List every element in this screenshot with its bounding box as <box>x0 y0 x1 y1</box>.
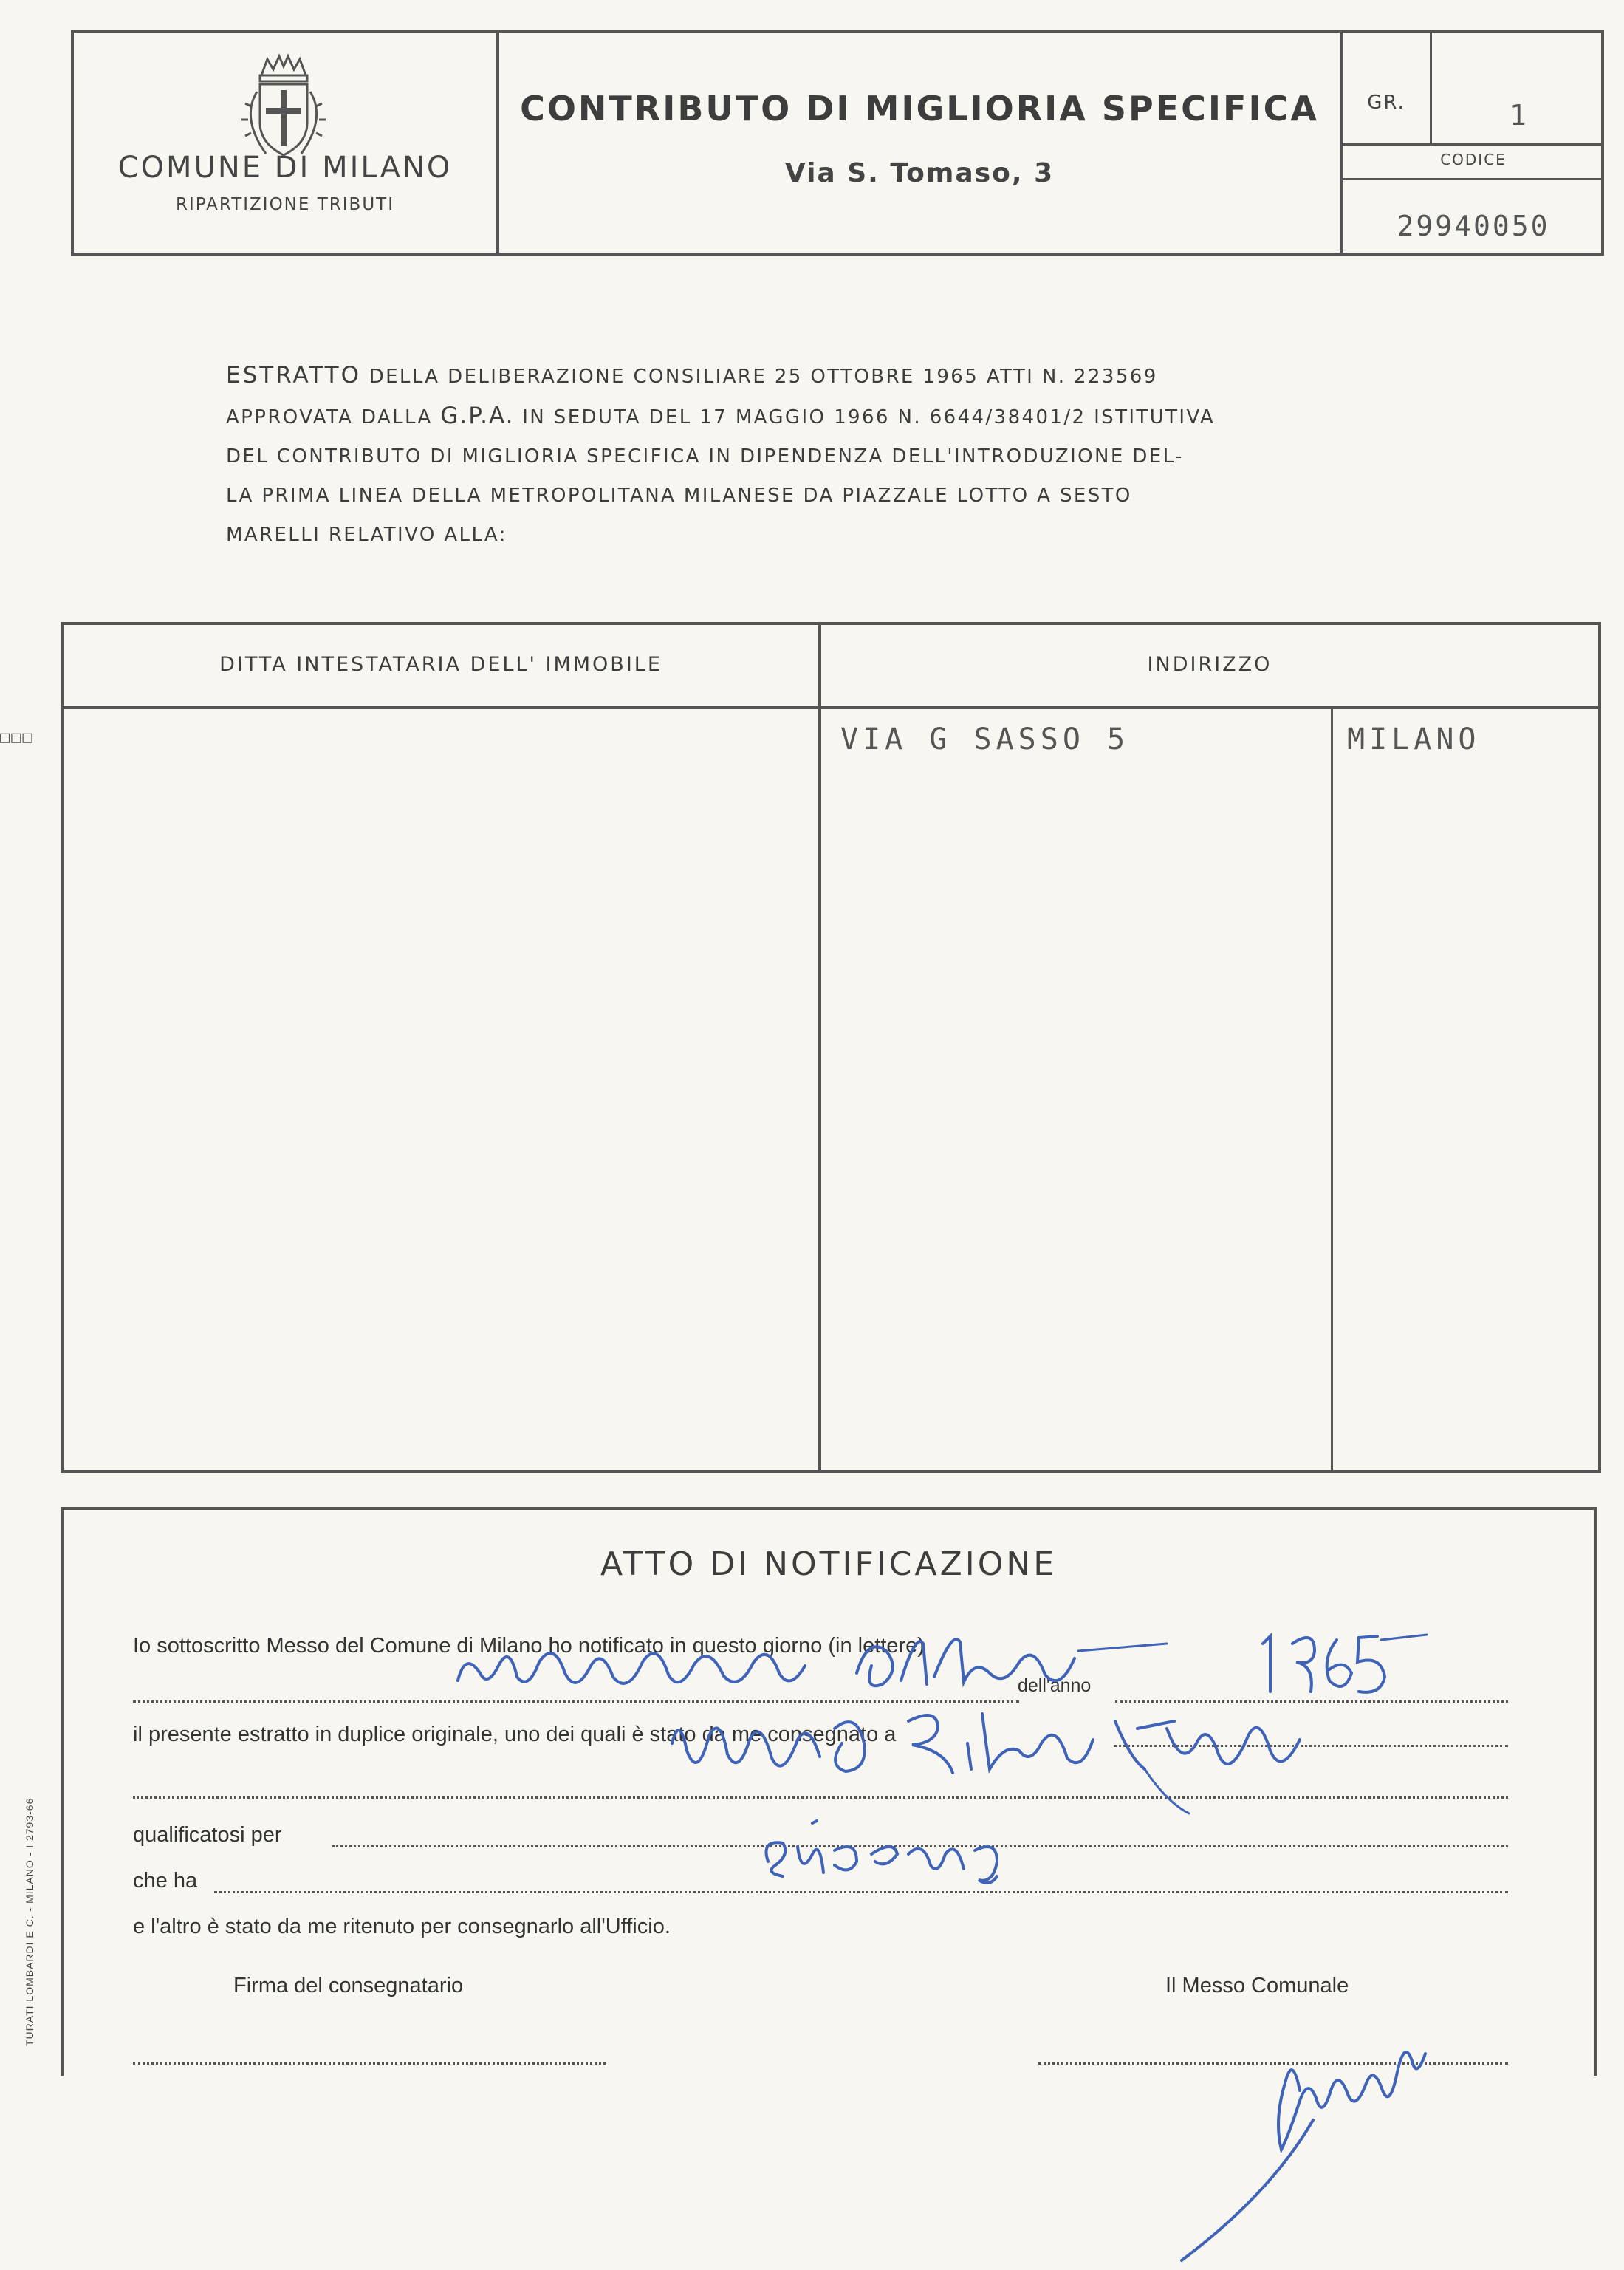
handwritten-year <box>1255 1621 1433 1703</box>
extract-text: APPROVATA DALLA <box>226 406 433 428</box>
printer-imprint-text: TURATI LOMBARDI E C. - MILANO - I 2793-66 <box>24 1797 35 2046</box>
dell-anno-label: dell'anno <box>1018 1675 1092 1696</box>
milan-crest-icon <box>232 52 335 163</box>
qualificatosi-label: qualificatosi per <box>133 1823 282 1847</box>
header-rule <box>1343 178 1604 180</box>
messenger-signature-label: Il Messo Comunale <box>1165 1974 1349 1997</box>
header-divider <box>496 33 499 253</box>
che-ha-label: che ha <box>133 1869 198 1893</box>
codice-value: 29940050 <box>1397 210 1550 242</box>
owner-column-header: DITTA INTESTATARIA DELL' IMMOBILE <box>219 653 662 676</box>
extract-line <box>226 356 1445 397</box>
codice-label: CODICE <box>1440 151 1507 168</box>
extract-gpa: G.P.A. <box>440 403 515 429</box>
handwritten-recipient-name <box>657 1699 1337 1817</box>
notification-line-3: il presente estratto in duplice originale, uno dei quali è stato da me consegnato a <box>133 1723 897 1746</box>
table-header-rule <box>64 706 1598 709</box>
extract-lead-word: ESTRATTO <box>226 362 362 389</box>
office-address: Via S. Tomaso, 3 <box>784 158 1055 188</box>
recipient-signature-line <box>133 2062 606 2065</box>
extract-text: IN SEDUTA DEL 17 MAGGIO 1966 N. 6644/38401/2 ISTITUTIVA <box>522 406 1216 428</box>
header-rule <box>1343 143 1604 146</box>
dotted-line <box>214 1891 1508 1893</box>
edge-marks: □□□ <box>0 728 34 747</box>
address-column-header: INDIRIZZO <box>1147 653 1272 676</box>
address-city: MILANO <box>1347 722 1481 756</box>
extract-line: LA PRIMA LINEA DELLA METROPOLITANA MILANESE DA PIAZZALE LOTTO A SESTO <box>226 485 1132 507</box>
municipality-name: COMUNE DI MILANO <box>117 151 453 185</box>
table-divider <box>818 625 821 1470</box>
document-title: CONTRIBUTO DI MIGLIORIA SPECIFICA <box>520 89 1319 129</box>
table-divider <box>1331 709 1333 1470</box>
extract-line: MARELLI RELATIVO ALLA: <box>226 524 507 546</box>
extract-text: DELLA DELIBERAZIONE CONSILIARE 25 OTTOBRE 1965 ATTI N. 223569 <box>369 366 1158 388</box>
messenger-signature <box>1123 2009 1507 2268</box>
handwritten-date-words <box>443 1621 1255 1710</box>
address-street: VIA G SASSO 5 <box>840 722 1130 756</box>
printer-imprint <box>24 1797 46 2046</box>
gr-label: GR. <box>1367 92 1405 114</box>
gr-value: 1 <box>1510 99 1527 131</box>
property-table <box>61 622 1601 1473</box>
handwritten-qualification <box>753 1810 1063 1891</box>
notification-line-1: Io sottoscritto Messo del Comune di Milano ho notificato in questo giorno (in lettere) <box>133 1634 925 1658</box>
header-box <box>71 30 1604 256</box>
extract-line: DEL CONTRIBUTO DI MIGLIORIA SPECIFICA IN DIPENDENZA DELL'INTRODUZIONE DEL- <box>226 445 1184 468</box>
notification-title: ATTO DI NOTIFICAZIONE <box>600 1545 1058 1583</box>
extract-paragraph <box>226 356 1445 555</box>
extract-line <box>226 397 1445 437</box>
department-name: RIPARTIZIONE TRIBUTI <box>176 195 394 214</box>
notification-line-7: e l'altro è stato da me ritenuto per consegnarlo all'Ufficio. <box>133 1915 671 1938</box>
recipient-signature-label: Firma del consegnatario <box>233 1974 464 1997</box>
